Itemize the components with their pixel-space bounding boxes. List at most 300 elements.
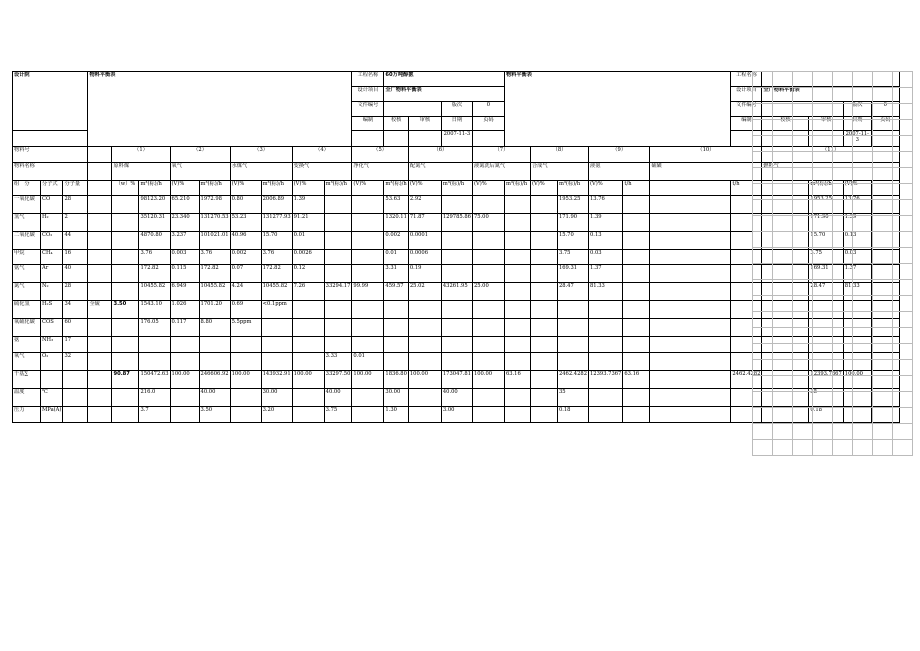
stream-name: 配氮气 <box>408 163 472 181</box>
component-formula: N₂ <box>41 283 63 301</box>
grid-cell <box>793 136 813 152</box>
grid-cell <box>773 168 793 184</box>
table-cell <box>650 181 731 196</box>
component-formula: Ar <box>41 265 63 283</box>
table-cell <box>88 147 112 163</box>
grid-cell <box>793 440 813 456</box>
grid-row <box>753 136 913 152</box>
stream-no: （5） <box>352 147 408 163</box>
value-cell: 131277.93 <box>261 214 292 232</box>
value-cell <box>530 337 557 353</box>
unit-vol: (V)% <box>352 181 384 196</box>
grid-cell <box>773 376 793 392</box>
value-cell <box>530 353 557 371</box>
value-cell: 4870.80 <box>139 232 170 250</box>
grid-cell <box>773 152 793 168</box>
grid-row <box>753 168 913 184</box>
value-cell: 40.00 <box>199 389 230 407</box>
grid-cell <box>853 200 873 216</box>
grid-cell <box>893 152 913 168</box>
grid-cell <box>833 392 853 408</box>
grid-cell <box>793 88 813 104</box>
grid-cell <box>893 424 913 440</box>
grid-cell <box>773 360 793 376</box>
value-cell: 1701.20 <box>199 301 230 319</box>
grid-cell <box>793 296 813 312</box>
blank-cell <box>13 131 88 147</box>
composition-label: 组 分 <box>13 181 41 196</box>
grid-cell <box>753 248 773 264</box>
table-cell <box>112 214 139 232</box>
version-right: 0 <box>871 102 899 117</box>
grid-cell <box>753 168 773 184</box>
role-page: 页码 <box>472 117 504 131</box>
table-cell <box>112 389 139 407</box>
grid-cell <box>753 392 773 408</box>
grid-cell <box>873 168 893 184</box>
value-cell: 33297.50 <box>324 371 352 389</box>
stream-no: （6） <box>408 147 472 163</box>
value-cell <box>199 337 230 353</box>
grid-cell <box>813 344 833 360</box>
value-cell: 131270.53 <box>199 214 230 232</box>
value-cell <box>352 389 384 407</box>
value-cell: 100.00 <box>170 371 199 389</box>
grid-cell <box>833 120 853 136</box>
grid-cell <box>873 248 893 264</box>
value-cell <box>352 407 384 423</box>
grid-cell <box>813 216 833 232</box>
value-cell: 3.33 <box>324 353 352 371</box>
grid-cell <box>753 216 773 232</box>
grid-cell <box>773 88 793 104</box>
material-name-label: 物料名称 <box>13 163 88 181</box>
role-page-right: 页码 <box>871 117 899 131</box>
value-cell <box>472 301 504 319</box>
design-item-label-right: 设计项目 <box>731 87 762 102</box>
grid-cell <box>793 392 813 408</box>
grid-cell <box>793 376 813 392</box>
grid-cell <box>753 344 773 360</box>
table-cell <box>112 283 139 301</box>
value-cell <box>441 265 472 283</box>
grid-cell <box>813 248 833 264</box>
value-cell: 129785.86 <box>441 214 472 232</box>
grid-row <box>753 424 913 440</box>
value-cell: 246606.92 <box>199 371 230 389</box>
grid-cell <box>753 408 773 424</box>
grid-cell <box>813 88 833 104</box>
grid-cell <box>893 120 913 136</box>
value-cell <box>324 214 352 232</box>
value-cell: 43261.95 <box>441 283 472 301</box>
grid-cell <box>833 312 853 328</box>
value-cell <box>623 389 650 407</box>
value-cell: 1972.98 <box>199 196 230 214</box>
table-cell <box>112 265 139 283</box>
value-cell <box>589 407 623 423</box>
value-cell <box>530 319 557 337</box>
value-cell <box>324 196 352 214</box>
unit-wt: （w）% <box>112 181 139 196</box>
value-cell: 40.96 <box>230 232 261 250</box>
grid-cell <box>833 200 853 216</box>
grid-cell <box>873 376 893 392</box>
grid-cell <box>753 200 773 216</box>
grid-cell <box>853 216 873 232</box>
role-prepared: 编制 <box>352 117 384 131</box>
grid-row <box>753 120 913 136</box>
value-cell: 30.00 <box>261 389 292 407</box>
grid-cell <box>833 440 853 456</box>
value-cell: 2006.89 <box>261 196 292 214</box>
value-cell: 3.76 <box>261 250 292 265</box>
value-cell: <0.1ppm <box>261 301 292 319</box>
value-cell: 0.0006 <box>408 250 441 265</box>
grid-cell <box>773 424 793 440</box>
grid-cell <box>813 120 833 136</box>
grid-cell <box>873 440 893 456</box>
grid-row <box>753 232 913 248</box>
grid-cell <box>893 376 913 392</box>
value-cell: 63.16 <box>623 371 650 389</box>
value-cell <box>230 337 261 353</box>
grid-row <box>753 328 913 344</box>
grid-row <box>753 200 913 216</box>
unit-flow: m³(标)/h <box>557 181 588 196</box>
value-cell: 3.20 <box>261 407 292 423</box>
value-cell: 0.03 <box>843 250 871 265</box>
grid-cell <box>833 104 853 120</box>
value-cell: 172.82 <box>199 265 230 283</box>
value-cell: 100.00 <box>472 371 504 389</box>
value-cell <box>504 353 530 371</box>
table-cell <box>112 319 139 337</box>
value-cell: 171.90 <box>557 214 588 232</box>
grid-cell <box>893 360 913 376</box>
grid-cell <box>873 152 893 168</box>
value-cell <box>441 196 472 214</box>
component-name: 温度 <box>13 389 41 407</box>
unit-vol: (V)% <box>530 181 557 196</box>
table-cell <box>88 232 112 250</box>
value-cell <box>472 196 504 214</box>
table-cell <box>650 319 731 337</box>
mw-label: 分子量 <box>63 181 88 196</box>
value-cell <box>557 319 588 337</box>
grid-cell <box>893 296 913 312</box>
value-cell: 0.18 <box>809 407 843 423</box>
value-cell <box>261 353 292 371</box>
value-cell: 0.002 <box>384 232 408 250</box>
component-name: 氧气 <box>13 353 41 371</box>
value-cell <box>441 250 472 265</box>
value-cell <box>352 265 384 283</box>
value-cell: 143932.91 <box>261 371 292 389</box>
value-cell <box>441 353 472 371</box>
table-cell <box>112 407 139 423</box>
grid-cell <box>813 168 833 184</box>
grid-cell <box>833 136 853 152</box>
grid-cell <box>793 264 813 280</box>
grid-cell <box>853 360 873 376</box>
value-cell: 176.05 <box>139 319 170 337</box>
value-cell: 171.90 <box>809 214 843 232</box>
role-checked-right: 校核 <box>762 117 809 131</box>
grid-cell <box>873 184 893 200</box>
value-cell <box>530 389 557 407</box>
value-cell: 1.026 <box>170 301 199 319</box>
value-cell <box>261 337 292 353</box>
value-cell: 1953.25 <box>809 196 843 214</box>
component-name: 氨 <box>13 337 41 353</box>
grid-row <box>753 312 913 328</box>
value-cell: 101021.01 <box>199 232 230 250</box>
grid-cell <box>853 248 873 264</box>
value-cell: 4.24 <box>230 283 261 301</box>
value-cell <box>292 301 324 319</box>
value-cell: 0.01 <box>352 353 384 371</box>
value-cell: 28.47 <box>557 283 588 301</box>
grid-cell <box>793 168 813 184</box>
grid-cell <box>893 72 913 88</box>
grid-cell <box>753 296 773 312</box>
value-cell: 2.92 <box>408 196 441 214</box>
value-cell: 0.80 <box>230 196 261 214</box>
value-cell <box>530 232 557 250</box>
value-cell: 1953.25 <box>557 196 588 214</box>
value-cell: 100.00 <box>352 371 384 389</box>
grid-cell <box>793 248 813 264</box>
grid-cell <box>813 136 833 152</box>
grid-cell <box>773 216 793 232</box>
value-cell <box>504 265 530 283</box>
stream-name: 原料煤 <box>112 163 170 181</box>
grid-row <box>753 152 913 168</box>
value-cell <box>324 232 352 250</box>
grid-cell <box>813 72 833 88</box>
value-cell <box>170 337 199 353</box>
value-cell: 33294.17 <box>324 283 352 301</box>
grid-cell <box>893 312 913 328</box>
value-cell: 173047.81 <box>441 371 472 389</box>
grid-cell <box>793 184 813 200</box>
grid-cell <box>813 104 833 120</box>
value-cell: 13.76 <box>843 196 871 214</box>
grid-cell <box>893 408 913 424</box>
grid-cell <box>833 280 853 296</box>
value-cell: 15.70 <box>809 232 843 250</box>
grid-cell <box>893 168 913 184</box>
grid-cell <box>893 392 913 408</box>
grid-cell <box>753 328 773 344</box>
grid-cell <box>753 104 773 120</box>
component-formula <box>41 371 63 389</box>
grid-cell <box>833 152 853 168</box>
grid-cell <box>853 104 873 120</box>
component-mw: 17 <box>63 337 88 353</box>
value-cell: 0.13 <box>843 232 871 250</box>
grid-cell <box>773 104 793 120</box>
value-cell <box>292 319 324 337</box>
component-mw: 16 <box>63 250 88 265</box>
value-cell: 40.00 <box>324 389 352 407</box>
grid-cell <box>813 152 833 168</box>
component-formula: COS <box>41 319 63 337</box>
grid-cell <box>753 440 773 456</box>
value-cell: 91.21 <box>292 214 324 232</box>
doc-no-label-right: 文件编号 <box>731 102 762 117</box>
value-cell <box>623 319 650 337</box>
unit-flow: m³(标)/h <box>139 181 170 196</box>
table-cell <box>112 232 139 250</box>
grid-row <box>753 264 913 280</box>
value-cell: 1.37 <box>843 265 871 283</box>
version: 0 <box>472 102 504 117</box>
grid-cell <box>793 312 813 328</box>
value-cell: 459.57 <box>384 283 408 301</box>
value-cell: 28.47 <box>809 283 843 301</box>
value-cell <box>530 371 557 389</box>
component-mw: 32 <box>63 353 88 371</box>
component-mw: 60 <box>63 319 88 337</box>
grid-cell <box>753 264 773 280</box>
grid-cell <box>813 264 833 280</box>
value-cell <box>472 250 504 265</box>
value-cell: 0.12 <box>292 265 324 283</box>
value-cell: 25.02 <box>408 283 441 301</box>
stream-name: 氧气 <box>170 163 230 181</box>
value-cell <box>589 301 623 319</box>
grid-cell <box>773 120 793 136</box>
design-item-right: 全厂物料平衡表 <box>762 87 899 102</box>
grid-cell <box>873 296 893 312</box>
grid-cell <box>753 312 773 328</box>
table-cell <box>88 196 112 214</box>
stream-name: 净化气 <box>352 163 408 181</box>
unit-flow: m³(标)/h <box>504 181 530 196</box>
grid-cell <box>873 424 893 440</box>
value-cell <box>530 196 557 214</box>
value-cell <box>292 337 324 353</box>
grid-cell <box>873 104 893 120</box>
value-cell <box>557 301 588 319</box>
grid-cell <box>873 408 893 424</box>
grid-cell <box>813 392 833 408</box>
value-cell <box>384 319 408 337</box>
grid-cell <box>853 184 873 200</box>
grid-cell <box>753 376 773 392</box>
grid-row <box>753 72 913 88</box>
component-name: 氩气 <box>13 265 41 283</box>
stream-no: （10） <box>650 147 762 163</box>
grid-cell <box>833 72 853 88</box>
unit-vol: (V)% <box>472 181 504 196</box>
stream-no: （2） <box>170 147 230 163</box>
component-mw: 44 <box>63 232 88 250</box>
component-formula: CO <box>41 196 63 214</box>
grid-cell <box>833 232 853 248</box>
grid-cell <box>853 72 873 88</box>
grid-cell <box>873 328 893 344</box>
table-cell <box>650 196 731 214</box>
grid-cell <box>793 280 813 296</box>
table-cell <box>650 214 731 232</box>
value-cell: 3.76 <box>199 250 230 265</box>
value-cell: 15.70 <box>261 232 292 250</box>
value-cell <box>292 389 324 407</box>
value-cell <box>530 301 557 319</box>
value-cell <box>408 319 441 337</box>
value-cell <box>352 214 384 232</box>
value-cell: 35 <box>557 389 588 407</box>
empty-spreadsheet-grid <box>752 71 913 456</box>
coal-value: 3.50 <box>112 301 139 319</box>
component-formula: H₂S <box>41 301 63 319</box>
table-cell <box>112 196 139 214</box>
grid-cell <box>873 232 893 248</box>
value-cell <box>589 337 623 353</box>
grid-cell <box>813 184 833 200</box>
value-cell: 12393.7367 <box>809 371 843 389</box>
grid-row <box>753 248 913 264</box>
table-cell <box>88 163 112 181</box>
grid-cell <box>793 216 813 232</box>
unit-mass: t/h <box>731 181 762 196</box>
value-cell <box>589 353 623 371</box>
grid-cell <box>853 88 873 104</box>
value-cell: 3.75 <box>809 250 843 265</box>
doc-no-label: 文件编号 <box>352 102 384 117</box>
unit-vol: (V)% <box>408 181 441 196</box>
grid-cell <box>753 72 773 88</box>
value-cell <box>623 265 650 283</box>
table-cell <box>112 337 139 353</box>
component-name: 氢气 <box>13 214 41 232</box>
grid-cell <box>873 136 893 152</box>
value-cell <box>623 407 650 423</box>
grid-cell <box>853 328 873 344</box>
value-cell <box>472 319 504 337</box>
value-cell <box>472 232 504 250</box>
grid-cell <box>753 136 773 152</box>
value-cell: 81.33 <box>843 283 871 301</box>
right-title: 物料平衡表 <box>504 72 730 147</box>
grid-cell <box>893 88 913 104</box>
grid-cell <box>813 232 833 248</box>
value-cell <box>384 301 408 319</box>
version-label-right: 版次 <box>843 102 871 117</box>
value-cell: 35 <box>809 389 843 407</box>
component-name: 干基∑ <box>13 371 41 389</box>
table-cell <box>650 283 731 301</box>
value-cell: 40.00 <box>441 389 472 407</box>
grid-cell <box>853 408 873 424</box>
grid-cell <box>753 424 773 440</box>
date: 2007-11-3 <box>441 131 472 147</box>
grid-cell <box>813 280 833 296</box>
value-cell: 0.117 <box>170 319 199 337</box>
value-cell <box>530 283 557 301</box>
value-cell <box>441 337 472 353</box>
grid-cell <box>853 168 873 184</box>
value-cell <box>292 407 324 423</box>
grid-cell <box>793 104 813 120</box>
value-cell <box>441 319 472 337</box>
value-cell <box>324 301 352 319</box>
stream-name: 液氮洗后氮气 <box>472 163 530 181</box>
grid-cell <box>833 344 853 360</box>
